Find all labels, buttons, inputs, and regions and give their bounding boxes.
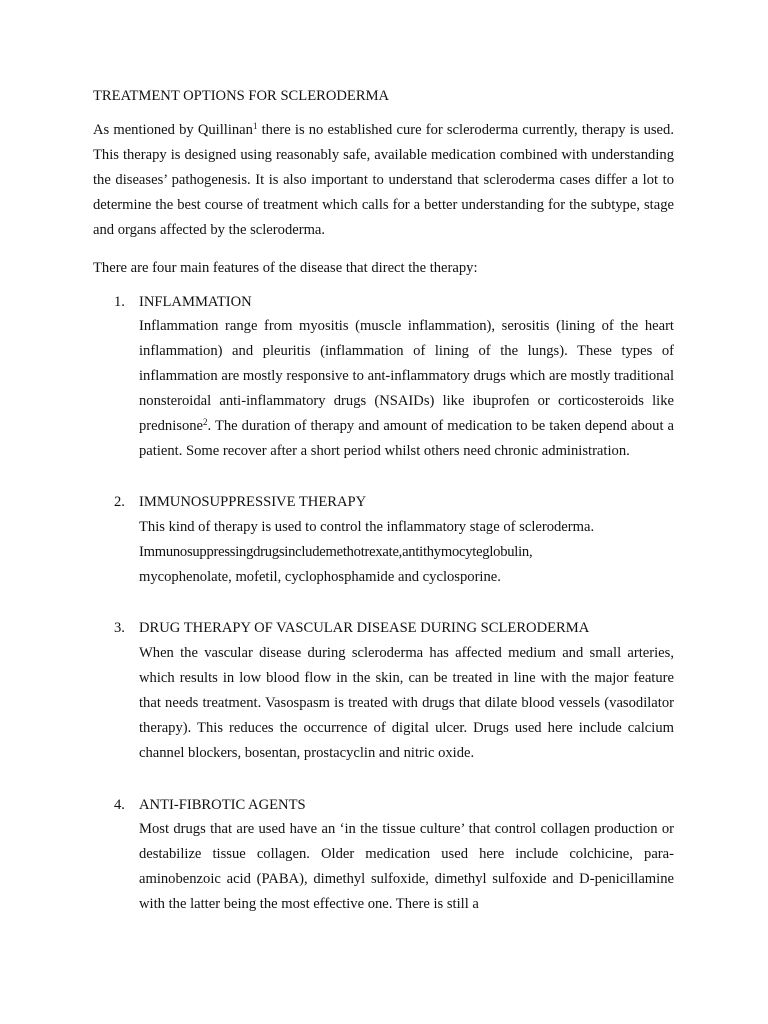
list-item-2-heading <box>114 492 674 512</box>
list-item-4-heading <box>114 795 674 815</box>
list-item-1-title: INFLAMMATION <box>139 294 252 310</box>
list-item-4-number: 4. <box>114 797 125 813</box>
intro-text-rest: there is no established cure for scleroderma currently, therapy is used. This therapy is designed using reasonably safe, available medication combined with understanding the diseases’ pathogenesis. It is also important to understand that scleroderma cases differ a lot to determine the best course of treatment which calls for a better understanding for the subtype, stage and organs affected by the scleroderma. <box>93 122 674 238</box>
list-item-2-line-2: Immunosuppressingdrugsincludemethotrexate,antithymocyteglobulin, <box>139 544 533 560</box>
list-item-4-title: ANTI-FIBROTIC AGENTS <box>139 797 306 813</box>
footnote-reference-2: 2 <box>203 417 208 427</box>
list-item-3-heading <box>114 618 674 638</box>
list-item-1-text-rest: . The duration of therapy and amount of medication to be taken depend about a patient. Some recover after a short period whilst others need chronic administration. <box>139 418 674 459</box>
footnote-reference-1: 1 <box>252 121 258 131</box>
list-item-3-body: When the vascular disease during scleroderma has affected medium and small arteries, which results in low blood flow in the skin, can be treated in line with the major feature that needs treatment. Vasospasm is treated with drugs that dilate blood vessels (vasodilator therapy). This reduces the occurrence of digital ulcer. Drugs used here include calcium channel blockers, bosentan, prostacyclin and nitric oxide. <box>139 645 674 761</box>
document-title: TREATMENT OPTIONS FOR SCLERODERMA <box>93 88 390 104</box>
list-item-1-heading <box>114 292 674 312</box>
list-item-2-line-1: This kind of therapy is used to control the inflammatory stage of scleroderma. <box>139 519 595 535</box>
intro-text-start: As mentioned by Quillinan <box>93 122 253 138</box>
list-item-1-body <box>139 314 674 464</box>
list-item-2-number: 2. <box>114 494 125 510</box>
list-item-1-number: 1. <box>114 294 125 310</box>
list-item-2-title: IMMUNOSUPPRESSIVE THERAPY <box>139 494 367 510</box>
features-intro-paragraph: There are four main features of the disease that direct the therapy: <box>93 260 478 276</box>
list-item-2-line-3: mycophenolate, mofetil, cyclophosphamide and cyclosporine. <box>139 569 501 585</box>
list-item-2-body <box>139 515 674 590</box>
list-item-4-body: Most drugs that are used have an ‘in the tissue culture’ that control collagen production or destabilize tissue collagen. Older medication used here include colchicine, para-aminobenzoic acid (PABA), dimethyl sulfoxide, dimethyl sulfoxide and D-penicillamine with the latter being the most effective one. There is still a <box>139 821 674 912</box>
list-item-1-text-start: Inflammation range from myositis (muscle inflammation), serositis (lining of the heart inflammation) and pleuritis (inflammation of lining of the lungs). These types of inflammation are mostly responsive to ant-inflammatory drugs which are mostly traditional nonsteroidal anti-inflammatory drugs (NSAIDs) like ibuprofen or corticosteroids like prednisone <box>139 318 674 434</box>
list-item-3-title: DRUG THERAPY OF VASCULAR DISEASE DURING SCLERODERMA <box>139 620 590 636</box>
list-item-3-number: 3. <box>114 620 125 636</box>
intro-paragraph <box>93 118 674 243</box>
